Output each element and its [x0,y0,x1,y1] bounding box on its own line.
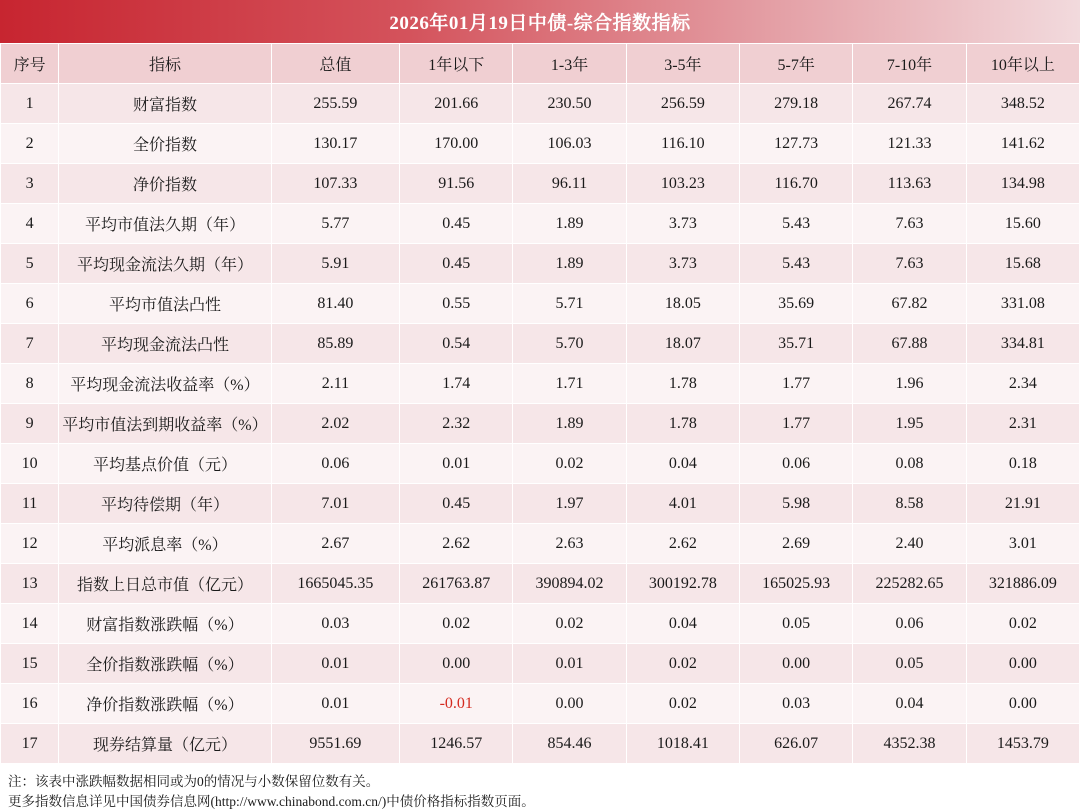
cell-value: 331.08 [966,284,1079,324]
cell-value: 321886.09 [966,564,1079,604]
cell-value: 18.05 [626,284,739,324]
cell-value: 1.89 [513,244,626,284]
cell-value: 5.43 [740,244,853,284]
cell-value: 390894.02 [513,564,626,604]
cell-value: 334.81 [966,324,1079,364]
cell-value: 5.91 [271,244,399,284]
row-sequence: 12 [1,524,59,564]
cell-value: 0.06 [740,444,853,484]
cell-value: 15.60 [966,204,1079,244]
row-metric-label: 平均市值法到期收益率（%） [59,404,272,444]
cell-value: 2.67 [271,524,399,564]
cell-value: 2.62 [400,524,513,564]
cell-value: 0.01 [271,684,399,724]
cell-value: 854.46 [513,724,626,764]
row-sequence: 11 [1,484,59,524]
cell-value: 0.02 [626,644,739,684]
cell-value: 4.01 [626,484,739,524]
cell-value: 81.40 [271,284,399,324]
cell-value: 3.73 [626,244,739,284]
cell-value: 0.08 [853,444,966,484]
cell-value: 106.03 [513,124,626,164]
cell-value: 5.98 [740,484,853,524]
cell-value: 0.01 [513,644,626,684]
cell-value: 1.89 [513,404,626,444]
row-metric-label: 平均市值法凸性 [59,284,272,324]
cell-value: 5.77 [271,204,399,244]
cell-value: 0.04 [626,604,739,644]
cell-value: 8.58 [853,484,966,524]
cell-value: 0.00 [400,644,513,684]
cell-value: 141.62 [966,124,1079,164]
cell-value: 0.00 [513,684,626,724]
cell-value: 21.91 [966,484,1079,524]
table-body [1,84,1080,764]
row-metric-label: 财富指数 [59,84,272,124]
footnote-line-1: 注：该表中涨跌幅数据相同或为0的情况与小数保留位数有关。 [8,774,380,789]
cell-value: 256.59 [626,84,739,124]
row-sequence: 15 [1,644,59,684]
row-sequence: 4 [1,204,59,244]
cell-value: 7.01 [271,484,399,524]
table-row [1,484,1080,524]
footnotes [0,764,1080,811]
cell-value: 0.04 [853,684,966,724]
page-title: 2026年01月19日中债-综合指数指标 [389,13,691,34]
column-header-metric: 指标 [59,44,272,84]
cell-value: 1246.57 [400,724,513,764]
cell-value: 2.34 [966,364,1079,404]
cell-value: 3.01 [966,524,1079,564]
column-header-under-1y: 1年以下 [400,44,513,84]
cell-value: 1453.79 [966,724,1079,764]
cell-value: 2.11 [271,364,399,404]
cell-value: 2.69 [740,524,853,564]
row-sequence: 1 [1,84,59,124]
index-metrics-table [0,43,1080,764]
cell-value: 1.89 [513,204,626,244]
row-sequence: 8 [1,364,59,404]
cell-value: 0.02 [626,684,739,724]
row-metric-label: 平均基点价值（元） [59,444,272,484]
cell-value: 7.63 [853,244,966,284]
row-metric-label: 平均市值法久期（年） [59,204,272,244]
cell-value: 134.98 [966,164,1079,204]
cell-value: 230.50 [513,84,626,124]
cell-value: 0.00 [740,644,853,684]
row-sequence: 5 [1,244,59,284]
row-metric-label: 平均现金流法久期（年） [59,244,272,284]
cell-value: 0.02 [400,604,513,644]
cell-value: 2.40 [853,524,966,564]
row-sequence: 2 [1,124,59,164]
cell-value: 67.82 [853,284,966,324]
cell-value: 35.69 [740,284,853,324]
cell-value: 0.54 [400,324,513,364]
cell-value: 1.77 [740,404,853,444]
row-metric-label: 净价指数涨跌幅（%） [59,684,272,724]
cell-value: 7.63 [853,204,966,244]
cell-value: 0.06 [853,604,966,644]
table-row [1,724,1080,764]
row-metric-label: 平均待偿期（年） [59,484,272,524]
row-metric-label: 财富指数涨跌幅（%） [59,604,272,644]
row-metric-label: 现券结算量（亿元） [59,724,272,764]
cell-value: 113.63 [853,164,966,204]
cell-value: 103.23 [626,164,739,204]
cell-value: 91.56 [400,164,513,204]
cell-value: 0.45 [400,484,513,524]
row-metric-label: 平均现金流法收益率（%） [59,364,272,404]
cell-value: 116.10 [626,124,739,164]
cell-value: 2.63 [513,524,626,564]
cell-value: 96.11 [513,164,626,204]
cell-value: 2.62 [626,524,739,564]
cell-value: 1.71 [513,364,626,404]
cell-value: 0.02 [513,444,626,484]
cell-value: 279.18 [740,84,853,124]
row-metric-label: 平均现金流法凸性 [59,324,272,364]
row-sequence: 14 [1,604,59,644]
cell-value: 0.02 [513,604,626,644]
cell-value: 1018.41 [626,724,739,764]
row-metric-label: 全价指数涨跌幅（%） [59,644,272,684]
cell-value: 9551.69 [271,724,399,764]
cell-value: 0.00 [966,644,1079,684]
row-sequence: 17 [1,724,59,764]
cell-value: 127.73 [740,124,853,164]
table-row [1,404,1080,444]
cell-value: 267.74 [853,84,966,124]
table-row [1,84,1080,124]
cell-value: 116.70 [740,164,853,204]
table-row [1,164,1080,204]
table-row [1,524,1080,564]
table-row [1,644,1080,684]
cell-value: 5.43 [740,204,853,244]
cell-value: 1.96 [853,364,966,404]
cell-value: 225282.65 [853,564,966,604]
column-header-3-5y: 3-5年 [626,44,739,84]
cell-value: 170.00 [400,124,513,164]
row-metric-label: 平均派息率（%） [59,524,272,564]
table-row [1,564,1080,604]
column-header-seq: 序号 [1,44,59,84]
row-sequence: 6 [1,284,59,324]
row-metric-label: 净价指数 [59,164,272,204]
cell-value: 67.88 [853,324,966,364]
cell-value: 0.01 [400,444,513,484]
column-header-7-10y: 7-10年 [853,44,966,84]
table-row [1,364,1080,404]
cell-value: 18.07 [626,324,739,364]
cell-value: 165025.93 [740,564,853,604]
cell-value: 0.06 [271,444,399,484]
cell-value: 626.07 [740,724,853,764]
footnote-line-2: 更多指数信息详见中国债券信息网(http://www.chinabond.com.cn/)中债价格指标指数页面。 [8,793,535,809]
cell-value: 0.45 [400,244,513,284]
table-row [1,284,1080,324]
cell-value: 0.05 [740,604,853,644]
cell-value: 1665045.35 [271,564,399,604]
cell-value: 201.66 [400,84,513,124]
cell-value: 0.18 [966,444,1079,484]
cell-value: 4352.38 [853,724,966,764]
cell-value: 1.74 [400,364,513,404]
table-header [1,44,1080,84]
cell-value: 0.55 [400,284,513,324]
column-header-5-7y: 5-7年 [740,44,853,84]
row-metric-label: 指数上日总市值（亿元） [59,564,272,604]
cell-value: 1.95 [853,404,966,444]
cell-value: 0.03 [271,604,399,644]
cell-value: 0.45 [400,204,513,244]
row-sequence: 13 [1,564,59,604]
column-header-over-10y: 10年以上 [966,44,1079,84]
cell-value: 1.78 [626,364,739,404]
cell-value: 1.77 [740,364,853,404]
cell-value: 5.70 [513,324,626,364]
cell-value: 1.97 [513,484,626,524]
cell-value: 15.68 [966,244,1079,284]
cell-value: -0.01 [400,684,513,724]
cell-value: 5.71 [513,284,626,324]
row-sequence: 9 [1,404,59,444]
cell-value: 0.02 [966,604,1079,644]
cell-value: 261763.87 [400,564,513,604]
column-header-total: 总值 [271,44,399,84]
cell-value: 0.00 [966,684,1079,724]
cell-value: 107.33 [271,164,399,204]
table-row [1,684,1080,724]
cell-value: 0.04 [626,444,739,484]
table-header-row [1,44,1080,84]
row-sequence: 3 [1,164,59,204]
cell-value: 0.05 [853,644,966,684]
cell-value: 0.01 [271,644,399,684]
row-metric-label: 全价指数 [59,124,272,164]
table-row [1,604,1080,644]
cell-value: 300192.78 [626,564,739,604]
cell-value: 2.02 [271,404,399,444]
table-row [1,244,1080,284]
cell-value: 2.32 [400,404,513,444]
table-row [1,204,1080,244]
cell-value: 121.33 [853,124,966,164]
cell-value: 1.78 [626,404,739,444]
column-header-1-3y: 1-3年 [513,44,626,84]
row-sequence: 16 [1,684,59,724]
cell-value: 35.71 [740,324,853,364]
table-row [1,324,1080,364]
cell-value: 255.59 [271,84,399,124]
cell-value: 130.17 [271,124,399,164]
table-row [1,444,1080,484]
cell-value: 2.31 [966,404,1079,444]
row-sequence: 7 [1,324,59,364]
table-row [1,124,1080,164]
cell-value: 3.73 [626,204,739,244]
cell-value: 0.03 [740,684,853,724]
row-sequence: 10 [1,444,59,484]
report-title-bar [0,0,1080,43]
cell-value: 85.89 [271,324,399,364]
cell-value: 348.52 [966,84,1079,124]
